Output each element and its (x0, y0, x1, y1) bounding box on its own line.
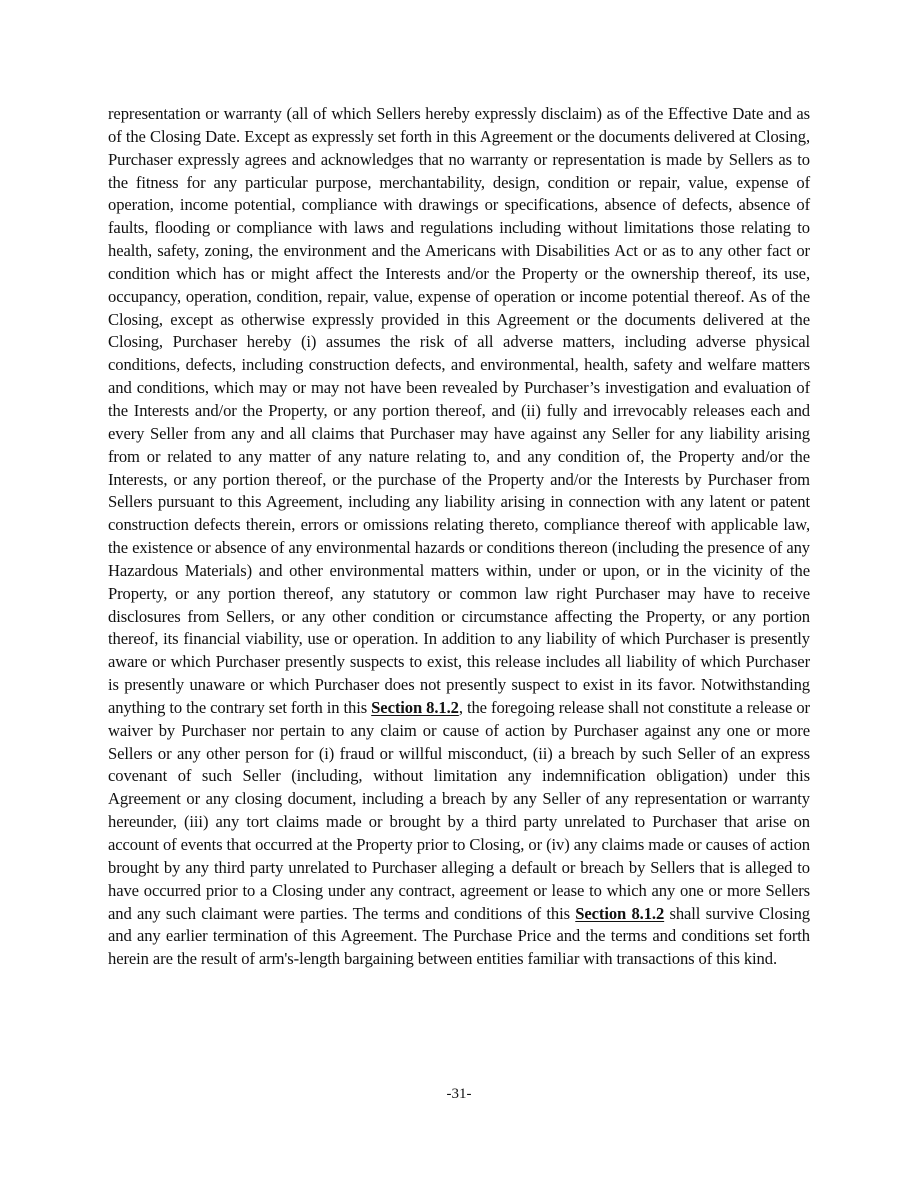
paragraph-text-part-2: , the foregoing release shall not constitute a release or waiver by Purchaser nor pertain to any claim or cause of action by Purchaser against any one or more Sellers or any other person for (i) fraud or willful misconduct, (ii) a breach by such Seller of an express covenant of such Seller (including, without limitation any indemnification obligation) under this Agreement or any closing document, including a breach by any Seller of any representation or warranty hereunder, (iii) any tort claims made or brought by a third party unrelated to Purchaser that arise on account of events that occurred at the Property prior to Closing, or (iv) any claims made or causes of action brought by any third party unrelated to Purchaser alleging a default or breach by Sellers that is alleged to have occurred prior to a Closing under any contract, agreement or lease to which any one or more Sellers and any such claimant were parties. The terms and conditions of this (108, 697, 810, 923)
paragraph-text-part-1: representation or warranty (all of which Sellers hereby expressly disclaim) as of the Effective Date and as of the Closing Date. Except as expressly set forth in this Agreement or the documents delivered at Closing, Purchaser expressly agrees and acknowledges that no warranty or representation is made by Sellers as to the fitness for any particular purpose, merchantability, design, condition or repair, value, expense of operation, income potential, compliance with drawings or specifications, absence of defects, absence of faults, flooding or compliance with laws and regulations including without limitations those relating to health, safety, zoning, the environment and the Americans with Disabilities Act or as to any other fact or condition which has or might affect the Interests and/or the Property or the ownership thereof, its use, occupancy, operation, condition, repair, value, expense of operation or income potential thereof. As of the Closing, except as otherwise expressly provided in this Agreement or the documents delivered at the Closing, Purchaser hereby (i) assumes the risk of all adverse matters, including adverse physical conditions, defects, including construction defects, and environmental, health, safety and welfare matters and conditions, which may or may not have been revealed by Purchaser’s investigation and evaluation of the Interests and/or the Property, or any portion thereof, and (ii) fully and irrevocably releases each and every Seller from any and all claims that Purchaser may have against any Seller for any liability arising from or related to any matter of any nature relating to, and any condition of, the Property and/or the Interests, or any portion thereof, or the purchase of the Property and/or the Interests by Purchaser from Sellers pursuant to this Agreement, including any liability arising in connection with any latent or patent construction defects therein, errors or omissions relating thereto, compliance thereof with applicable law, the existence or absence of any environmental hazards or conditions thereon (including the presence of any Hazardous Materials) and other environmental matters within, under or upon, or in the vicinity of the Property, or any portion thereof, any statutory or common law right Purchaser may have to receive disclosures from Sellers, or any other condition or circumstance affecting the Property, or any portion thereof, its financial viability, use or operation. In addition to any liability of which Purchaser is presently aware or which Purchaser presently suspects to exist, this release includes all liability of which Purchaser is presently unaware or which Purchaser does not presently suspect to exist in its favor. Notwithstanding anything to the contrary set forth in this (108, 104, 810, 717)
paragraph-text-part-3: shall survive Closing and any earlier termination of this Agreement. The Purchase Price and the terms and conditions set forth herein are the result of arm's-length bargaining between entities familiar with transactions of this kind. (108, 903, 810, 969)
body-paragraph (108, 103, 810, 971)
section-reference-8-1-2: Section 8.1.2 (371, 697, 459, 717)
section-reference-8-1-2-second: Section 8.1.2 (575, 903, 665, 923)
page-number: -31- (446, 1086, 472, 1102)
